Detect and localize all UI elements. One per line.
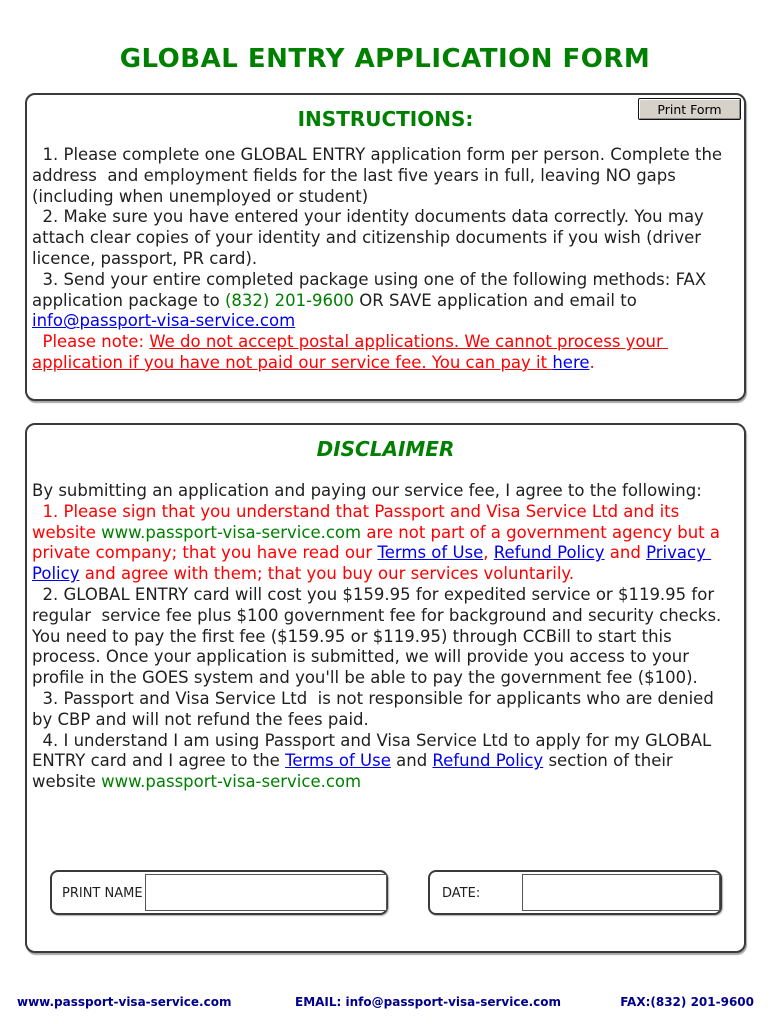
print-name-label: PRINT NAME — [62, 886, 143, 901]
text-segment: and — [604, 543, 647, 563]
inline-link[interactable]: Terms of Use — [285, 751, 391, 771]
text-segment: 3. Passport and Visa Service Ltd is not responsible for applicants who are denied by CBP and will not refund the fees paid. — [32, 688, 720, 729]
paragraph — [32, 332, 739, 374]
inline-link[interactable]: Terms of Use — [377, 543, 484, 563]
text-segment: 2. GLOBAL ENTRY card will cost you $159.95 for expedited service or $119.95 for regular service fee plus $100 government fee for background and security checks. You need to pay the first fee ($159.95 or $119.95) through CCBill to start this process. Once your application is submitted, we will provide you access to your profile in the GOES system and you'll be able to pay the government fee ($100). — [32, 584, 727, 688]
text-segment: 4. I understand I am using Passport and Visa Service Ltd to apply for my GLOBAL ENTRY card and I agree to the — [32, 730, 717, 771]
paragraph — [32, 689, 739, 731]
inline-link[interactable]: info@passport-visa-service.com — [32, 311, 296, 331]
instructions-text — [32, 145, 739, 374]
text-segment: Please note: — [32, 332, 150, 352]
date-box — [428, 870, 722, 915]
inline-link[interactable]: Refund Policy — [432, 751, 544, 771]
footer-email: EMAIL: info@passport-visa-service.com — [295, 995, 562, 1009]
footer-fax: FAX:(832) 201-9600 — [620, 995, 754, 1009]
page-title: GLOBAL ENTRY APPLICATION FORM — [119, 44, 651, 74]
text-segment: 1. Please sign that you understand that Passport and Visa Service Ltd and its website — [32, 501, 685, 542]
text-segment: . — [589, 352, 595, 372]
inline-link[interactable]: Refund Policy — [493, 543, 605, 563]
paragraph — [32, 585, 739, 689]
text-segment: are not part of a government agency but a private company; that you have read our — [32, 522, 726, 563]
text-segment: By submitting an application and paying our service fee, I agree to the following: — [32, 481, 702, 500]
print-name-input[interactable] — [145, 874, 387, 911]
text-segment: and agree with them; that you buy our services voluntarily. — [79, 564, 575, 584]
instructions-heading: INSTRUCTIONS: — [297, 107, 474, 131]
text-segment: 1. Please complete one GLOBAL ENTRY application form per person. Complete the address and employment fields for the last five years in full, leaving NO gaps (including when unemployed or student) — [32, 145, 728, 206]
text-segment: OR SAVE application and email to — [354, 290, 643, 310]
inline-link[interactable]: Privacy Policy — [32, 543, 712, 584]
paragraph — [32, 145, 739, 207]
paragraph — [32, 502, 739, 585]
instructions-panel — [25, 93, 746, 401]
print-name-box — [50, 870, 388, 915]
text-segment: www.passport-visa-service.com — [101, 522, 362, 542]
text-segment: 3. Send your entire completed package using one of the following methods: FAX application package to — [32, 269, 712, 310]
page-footer — [0, 995, 770, 1011]
paragraph — [32, 270, 739, 332]
disclaimer-panel — [25, 423, 746, 953]
text-segment: and — [390, 751, 433, 771]
signature-row — [27, 870, 748, 915]
text-segment: (832) 201-9600 — [224, 290, 355, 310]
print-form-button[interactable]: Print Form — [638, 98, 741, 120]
disclaimer-text — [32, 481, 739, 793]
text-segment: www.passport-visa-service.com — [101, 772, 362, 792]
date-input[interactable] — [522, 874, 720, 911]
footer-website: www.passport-visa-service.com — [17, 995, 232, 1009]
text-segment: 2. Make sure you have entered your identity documents data correctly. You may attach clear copies of your identity and citizenship documents if you wish (driver licence, passport, PR card). — [32, 207, 710, 268]
text-segment: We do not accept postal applications. We cannot process your application if you have not paid our service fee. You can pay it — [32, 332, 669, 372]
text-segment: , — [483, 543, 494, 563]
text-segment: section of their website — [32, 751, 678, 792]
inline-link[interactable]: here — [552, 352, 590, 372]
date-label: DATE: — [442, 886, 481, 901]
paragraph — [32, 207, 739, 269]
disclaimer-heading: DISCLAIMER — [316, 437, 455, 461]
paragraph — [32, 731, 739, 793]
paragraph — [32, 481, 739, 502]
